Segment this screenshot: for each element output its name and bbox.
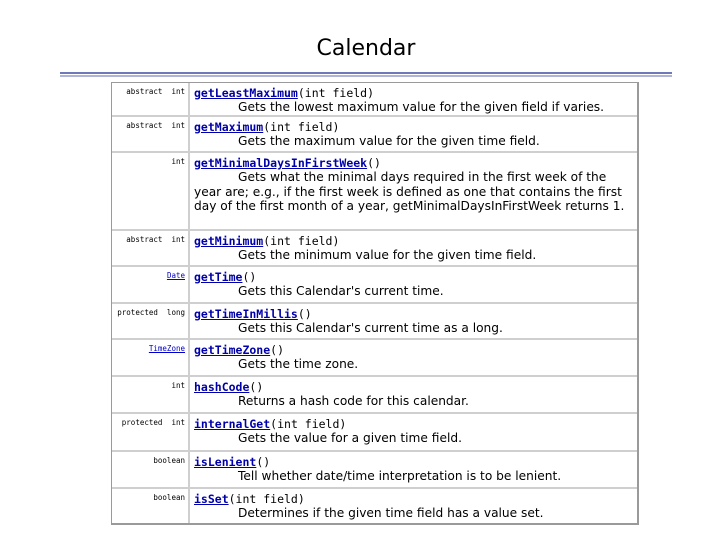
method-link[interactable]: getMinimum — [194, 234, 264, 248]
method-params: () — [367, 156, 381, 170]
method-description: Gets the lowest maximum value for the given field if varies. — [238, 100, 605, 114]
method-params: () — [297, 307, 312, 321]
method-link[interactable]: getMaximum — [194, 120, 264, 134]
slide-title: Calendar — [316, 36, 416, 61]
method-modifier: boolean — [112, 489, 190, 523]
method-description: Gets the maximum value for the given time field. — [238, 134, 540, 148]
method-params: () — [249, 380, 264, 394]
method-description: Returns a hash code for this calendar. — [238, 394, 469, 408]
table-row — [112, 489, 637, 523]
method-description: Gets the minimum value for the given time field. — [238, 248, 537, 262]
method-modifier: int — [112, 153, 190, 229]
method-description: Gets what the minimal days required in the first week of the year are; e.g., if the first week is defined as one that contains the first day of the first month of a year, getMinimalDaysInFirstWeek returns 1. — [194, 170, 625, 213]
method-params: () — [242, 270, 257, 284]
method-modifier: abstract int — [112, 83, 190, 115]
method-link[interactable]: getTimeZone — [194, 343, 271, 357]
method-modifier: protected int — [112, 414, 190, 450]
method-description: Tell whether date/time interpretation is to be lenient. — [238, 469, 562, 483]
method-description: Gets this Calendar's current time. — [238, 284, 444, 298]
method-modifier: protected long — [112, 304, 190, 338]
return-type-link[interactable]: Date — [166, 271, 185, 280]
method-description: Determines if the given time field has a value set. — [238, 506, 544, 520]
title-divider — [60, 72, 672, 74]
method-link[interactable]: getTimeInMillis — [194, 307, 298, 321]
method-link[interactable]: isSet — [194, 492, 229, 506]
table-row — [112, 414, 637, 452]
method-description: Gets the time zone. — [238, 357, 359, 371]
method-params: (int field) — [263, 234, 340, 248]
method-params: () — [256, 455, 271, 469]
method-modifier: boolean — [112, 452, 190, 487]
method-link[interactable]: internalGet — [194, 417, 271, 431]
table-row — [112, 83, 637, 117]
method-modifier: int — [112, 377, 190, 412]
title-divider-shadow — [60, 75, 672, 77]
method-params: (int field) — [263, 120, 340, 134]
table-row — [112, 117, 637, 153]
method-description: Gets the value for a given time field. — [238, 431, 462, 445]
method-link[interactable]: getMinimalDaysInFirstWeek — [194, 156, 368, 170]
table-row — [112, 153, 637, 231]
table-row — [112, 304, 637, 340]
return-type-link[interactable]: TimeZone — [148, 344, 185, 353]
method-link[interactable]: getTime — [194, 270, 243, 284]
method-link[interactable]: isLenient — [194, 455, 257, 469]
table-row — [112, 231, 637, 267]
method-params: () — [270, 343, 285, 357]
table-row — [112, 452, 637, 489]
table-row — [112, 340, 637, 377]
method-modifier: abstract int — [112, 117, 190, 151]
method-link[interactable]: getLeastMaximum — [194, 86, 298, 100]
method-description: Gets this Calendar's current time as a long. — [238, 321, 503, 335]
method-modifier: abstract int — [112, 231, 190, 265]
method-params: (int field) — [270, 417, 347, 431]
method-params: (int field) — [228, 492, 305, 506]
method-link[interactable]: hashCode — [194, 380, 250, 394]
method-params: (int field) — [297, 86, 375, 100]
method-summary-table — [111, 82, 639, 525]
table-row — [112, 377, 637, 414]
table-row — [112, 267, 637, 304]
